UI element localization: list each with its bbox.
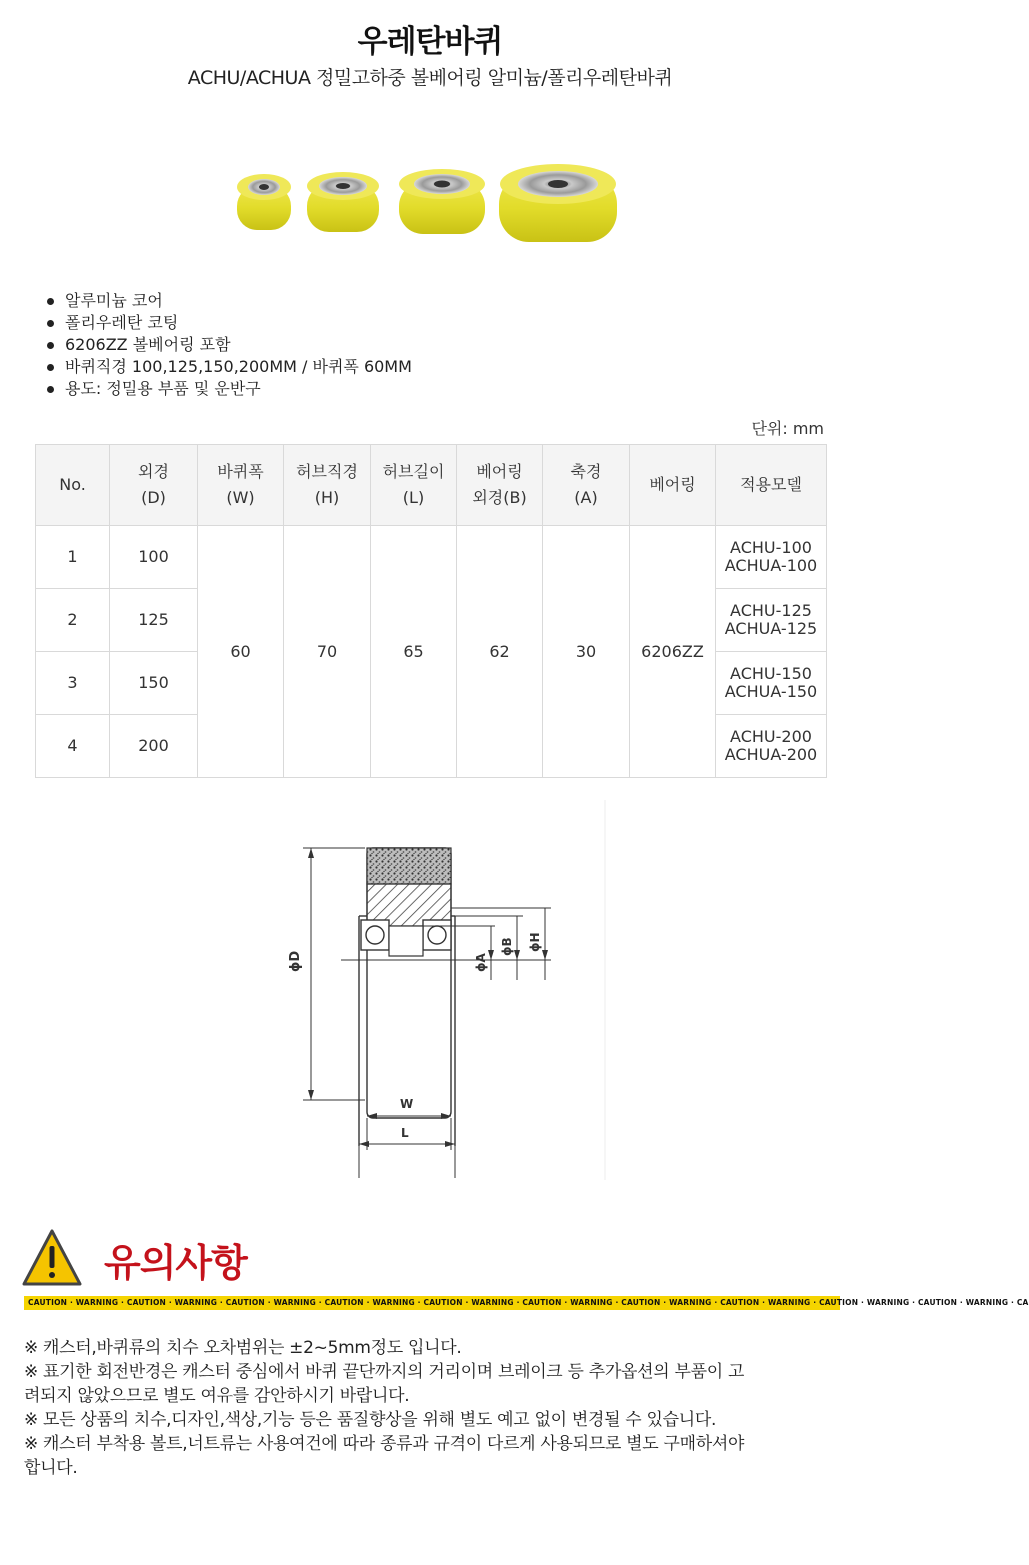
cell-d: 150 [110, 652, 198, 715]
feature-item: 용도: 정밀용 부품 및 운반구 [45, 378, 412, 400]
cell-model: ACHU-100 ACHUA-100 [716, 526, 827, 589]
wheel-125-image [307, 172, 379, 232]
caution-note: 려되지 않았으므로 별도 여유를 감안하시기 바랍니다. [24, 1386, 410, 1406]
feature-item: 알루미늄 코어 [45, 290, 412, 312]
header-outer-diameter: 외경 (D) [110, 445, 198, 526]
product-photo [225, 150, 625, 250]
cell-model: ACHU-200 ACHUA-200 [716, 715, 827, 778]
cell-no: 1 [36, 526, 110, 589]
cell-no: 4 [36, 715, 110, 778]
caution-note: ※ 모든 상품의 치수,디자인,색상,기능 등은 품질향상을 위해 별도 예고 없이 변경될 수 있습니다. [24, 1410, 717, 1430]
header-wheel-width: 바퀴폭 (W) [198, 445, 284, 526]
feature-item: 6206ZZ 볼베어링 포함 [45, 334, 412, 356]
cell-no: 3 [36, 652, 110, 715]
dim-label-h: ϕH [528, 932, 542, 952]
cell-bearing: 6206ZZ [630, 526, 716, 778]
cell-model: ACHU-125 ACHUA-125 [716, 589, 827, 652]
cell-model: ACHU-150 ACHUA-150 [716, 652, 827, 715]
page-title: 우레탄바퀴 [357, 24, 503, 60]
header-model: 적용모델 [716, 445, 827, 526]
cell-d: 200 [110, 715, 198, 778]
cell-no: 2 [36, 589, 110, 652]
page-subtitle: ACHU/ACHUA 정밀고하중 볼베어링 알미늄/폴리우레탄바퀴 [187, 67, 673, 89]
header-bearing: 베어링 [630, 445, 716, 526]
cell-h: 70 [284, 526, 371, 778]
cell-w: 60 [198, 526, 284, 778]
cell-l: 65 [371, 526, 457, 778]
header-hub-length: 허브길이 (L) [371, 445, 457, 526]
caution-note: ※ 캐스터 부착용 볼트,너트류는 사용여건에 따라 종류과 규격이 다르게 사용되므로 별도 구매하셔야 [24, 1434, 745, 1454]
header-no: No. [36, 445, 110, 526]
dim-label-w: W [400, 1097, 414, 1111]
caution-note: ※ 표기한 회전반경은 캐스터 중심에서 바퀴 끝단까지의 거리이며 브레이크 등 추가옵션의 부품이 고 [24, 1362, 745, 1382]
header-hub-diameter: 허브직경 (H) [284, 445, 371, 526]
feature-item: 바퀴직경 100,125,150,200MM / 바퀴폭 60MM [45, 356, 412, 378]
caution-note: 합니다. [24, 1458, 78, 1478]
cell-d: 100 [110, 526, 198, 589]
feature-list [45, 290, 412, 400]
cell-b: 62 [457, 526, 543, 778]
table-header-row [36, 445, 827, 526]
header-axle-diameter: 축경 (A) [543, 445, 630, 526]
wheel-200-image [499, 164, 617, 242]
dim-label-l: L [401, 1126, 409, 1140]
wheel-100-image [237, 174, 291, 230]
dim-label-a: ϕA [474, 953, 488, 972]
table-row [36, 526, 827, 589]
wheel-150-image [399, 169, 485, 234]
caution-title: 유의사항 [104, 1241, 247, 1285]
feature-item: 폴리우레탄 코팅 [45, 312, 412, 334]
caution-tape: CAUTION · WARNING · CAUTION · WARNING · CAUTION · WARNING · CAUTION · WARNING · CAUTION · WARNING · CAUTION · WARNING · CAUTION · WARNING · CAUTION · WARNING · CAUTION · WARNING · CAUTION · WARNING · CA [24, 1296, 840, 1310]
dim-label-d: ϕD [288, 950, 303, 972]
cell-d: 125 [110, 589, 198, 652]
caution-note: ※ 캐스터,바퀴류의 치수 오차범위는 ±2~5mm정도 입니다. [24, 1338, 462, 1358]
caution-notes [24, 1336, 836, 1480]
dimension-diagram [255, 800, 615, 1180]
cell-a: 30 [543, 526, 630, 778]
dim-label-b: ϕB [500, 937, 514, 956]
header-bearing-outer: 베어링 외경(B) [457, 445, 543, 526]
spec-table [35, 444, 827, 778]
unit-label: 단위: mm [751, 419, 824, 438]
